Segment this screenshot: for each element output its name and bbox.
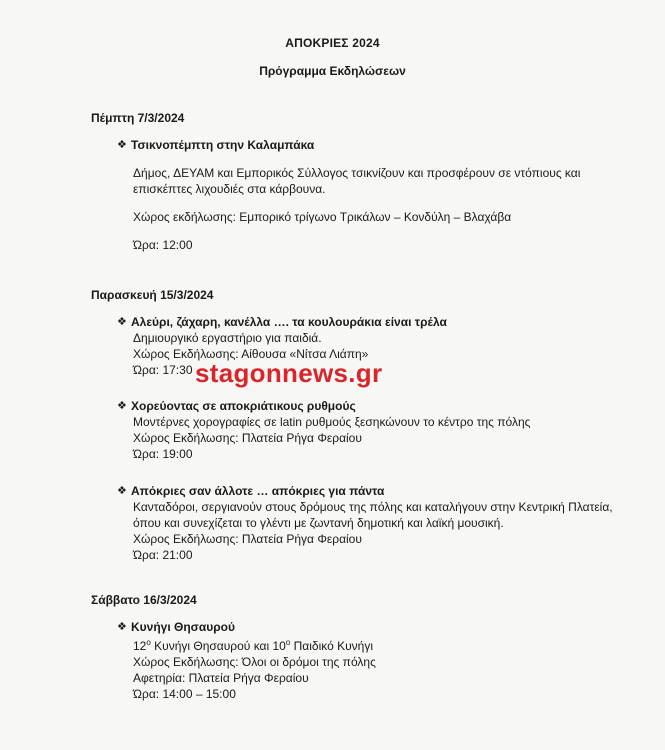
description-text: Κυνήγι Θησαυρού και 10 [150,639,286,653]
event-description-line: επισκέπτες λιχουδιές στα κάρβουνα. [133,182,326,196]
diamond-bullet-icon: ❖ [117,621,127,633]
event-venue: Χώρος εκδήλωσης: Εμπορικό τρίγωνο Τρικάλων – Κονδύλη – Βλαχάβα [133,210,512,224]
day-heading-friday: Παρασκευή 15/3/2024 [91,288,214,302]
diamond-bullet-icon: ❖ [117,316,127,328]
event-title-text: Τσικνοπέμπτη στην Καλαμπάκα [131,138,315,152]
event-venue: Χώρος Εκδήλωσης: Όλοι οι δρόμοι της πόλης [133,655,376,669]
event-time: Ώρα: 12:00 [133,238,193,252]
event-description-line: Δήμος, ΔΕΥΑΜ και Εμπορικός Σύλλογος τσικνίζουν και προσφέρουν σε ντόπιους και [133,166,581,180]
event-venue: Χώρος Εκδήλωσης: Πλατεία Ρήγα Φεραίου [133,431,362,445]
event-treasure-hunt [117,619,376,702]
event-time: Ώρα: 19:00 [133,447,193,461]
ordinal-suffix: ο [146,638,151,647]
event-time: Ώρα: 17:30 [133,363,193,377]
diamond-bullet-icon: ❖ [117,485,127,497]
diamond-bullet-icon: ❖ [117,139,127,151]
description-text: Παιδικό Κυνήγι [290,639,374,653]
document-title: ΑΠΟΚΡΙΕΣ 2024 [285,36,380,50]
event-title [117,483,613,499]
event-description-line: όπου και συνεχίζεται το γλέντι με ζωντανή δημοτική και λαϊκή μουσική. [133,516,504,530]
event-title [117,398,530,414]
event-title [117,137,580,153]
day-heading-thursday: Πέμπτη 7/3/2024 [91,111,185,125]
event-title [117,619,376,635]
event-title-text: Αλεύρι, ζάχαρη, κανέλλα …. τα κουλουράκια είναι τρέλα [131,315,447,329]
event-time: Ώρα: 21:00 [133,548,193,562]
ordinal-suffix: ο [285,638,291,647]
ordinal-number: 12 [133,639,147,653]
diamond-bullet-icon: ❖ [117,400,127,412]
event-venue: Χώρος Εκδήλωσης: Αίθουσα «Νίτσα Λιάπη» [133,347,369,361]
event-description-line: Κανταδόροι, σεργιανούν στους δρόμους της πόλης και καταλήγουν στην Κεντρική Πλατεία, [133,500,613,514]
event-title-text: Χορεύοντας σε αποκριάτικους ρυθμούς [131,399,356,413]
event-description-line: Δημιουργικό εργαστήριο για παιδιά. [133,331,322,345]
watermark-logo: stagonnews.gr [195,358,383,388]
document-subtitle: Πρόγραμμα Εκδηλώσεων [259,64,406,78]
event-title-text: Απόκριες σαν άλλοτε … απόκριες για πάντα [131,484,385,498]
event-latin-dance [117,398,530,462]
event-description-line: Μοντέρνες χορογραφίες σε latin ρυθμούς ξεσηκώνουν το κέντρο της πόλης [133,415,531,429]
event-description-line [133,635,376,654]
event-title-text: Κυνήγι Θησαυρού [131,620,235,634]
event-tsiknopempti [117,137,580,253]
event-venue: Χώρος Εκδήλωσης: Πλατεία Ρήγα Φεραίου [133,532,362,546]
event-title [117,314,447,330]
event-start-point: Αφετηρία: Πλατεία Ρήγα Φεραίου [133,671,309,685]
event-kantades [117,483,613,563]
day-heading-saturday: Σάββατο 16/3/2024 [91,593,197,607]
event-time: Ώρα: 14:00 – 15:00 [133,687,236,701]
